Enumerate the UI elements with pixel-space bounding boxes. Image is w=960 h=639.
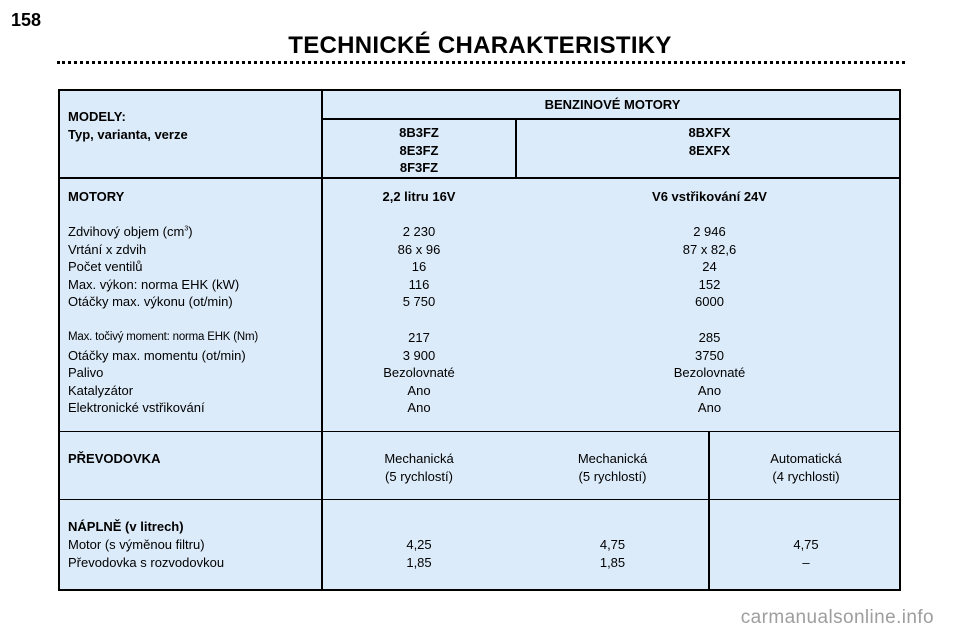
- gearbox-section-divider: [60, 499, 901, 500]
- list-item: Převodovka s rozvodovkou: [68, 554, 225, 570]
- list-item: Palivo: [68, 365, 104, 380]
- fills-labels: [68, 536, 323, 571]
- watermark: carmanualsonline.info: [740, 607, 934, 628]
- engine-section-divider: [60, 431, 901, 432]
- header-bottom-divider: [60, 177, 901, 179]
- fills-col2: 4,75 1,85: [599, 537, 626, 570]
- page-number: 158: [11, 10, 42, 30]
- gearbox-col2: Mechanická (5 rychlostí): [577, 451, 648, 484]
- engine-labels-b: [68, 329, 323, 417]
- spec-table: [58, 89, 901, 591]
- list-item: Zdvihový objem $(cm^3)$: [68, 224, 193, 239]
- gearbox-col1: Mechanická (5 rychlostí): [384, 451, 454, 484]
- list-item: Max. točivý moment: norma EHK (Nm): [68, 331, 259, 343]
- list-item: Motor (s výměnou filtru): [68, 537, 205, 552]
- engine-labels-a: [68, 223, 323, 311]
- fills-heading: NÁPLNĚ (v litrech): [68, 519, 184, 534]
- list-item: Vrtání x zdvih: [68, 241, 147, 257]
- type-label: Typ, varianta, verze: [68, 127, 188, 142]
- header-divider: [321, 118, 901, 120]
- gearbox-col3: Automatická (4 rychlosti): [770, 451, 842, 484]
- dotted-divider: [57, 61, 905, 64]
- models-label: MODELY:: [68, 109, 126, 124]
- list-item: Počet ventilů: [68, 259, 143, 274]
- col2-codes: 8BXFX 8EXFX: [688, 125, 731, 158]
- gearbox-heading: PŘEVODOVKA: [68, 451, 161, 466]
- engine-col2-name: V6 vstřikování 24V: [652, 189, 767, 204]
- engine-values-a-col1: 2 230 86 x 96 16 116 5 750: [397, 224, 441, 309]
- fills-col1: 4,25 1,85: [406, 537, 432, 570]
- list-item: Elektronické vstřikování: [68, 400, 205, 415]
- col1-codes: 8B3FZ 8E3FZ 8F3FZ: [399, 125, 439, 175]
- engine-group-label: BENZINOVÉ MOTORY: [544, 97, 681, 112]
- engines-heading: MOTORY: [68, 189, 125, 204]
- fills-col3: 4,75 –: [793, 537, 819, 570]
- engine-values-b-col2: 285 3750 Bezolovnaté Ano Ano: [673, 330, 746, 415]
- list-item: Otáčky max. momentu (ot/min): [68, 347, 246, 363]
- list-item: Katalyzátor: [68, 382, 134, 398]
- page-title: TECHNICKÉ CHARAKTERISTIKY: [288, 32, 672, 59]
- engine-values-b-col1: 217 3 900 Bezolovnaté Ano Ano: [383, 330, 455, 415]
- list-item: Otáčky max. výkonu (ot/min): [68, 294, 233, 309]
- engine-col1-name: 2,2 litru 16V: [382, 189, 456, 204]
- list-item: Max. výkon: norma EHK (kW): [68, 276, 240, 292]
- engine-values-a-col2: 2 946 87 x 82,6 24 152 6000: [682, 224, 737, 309]
